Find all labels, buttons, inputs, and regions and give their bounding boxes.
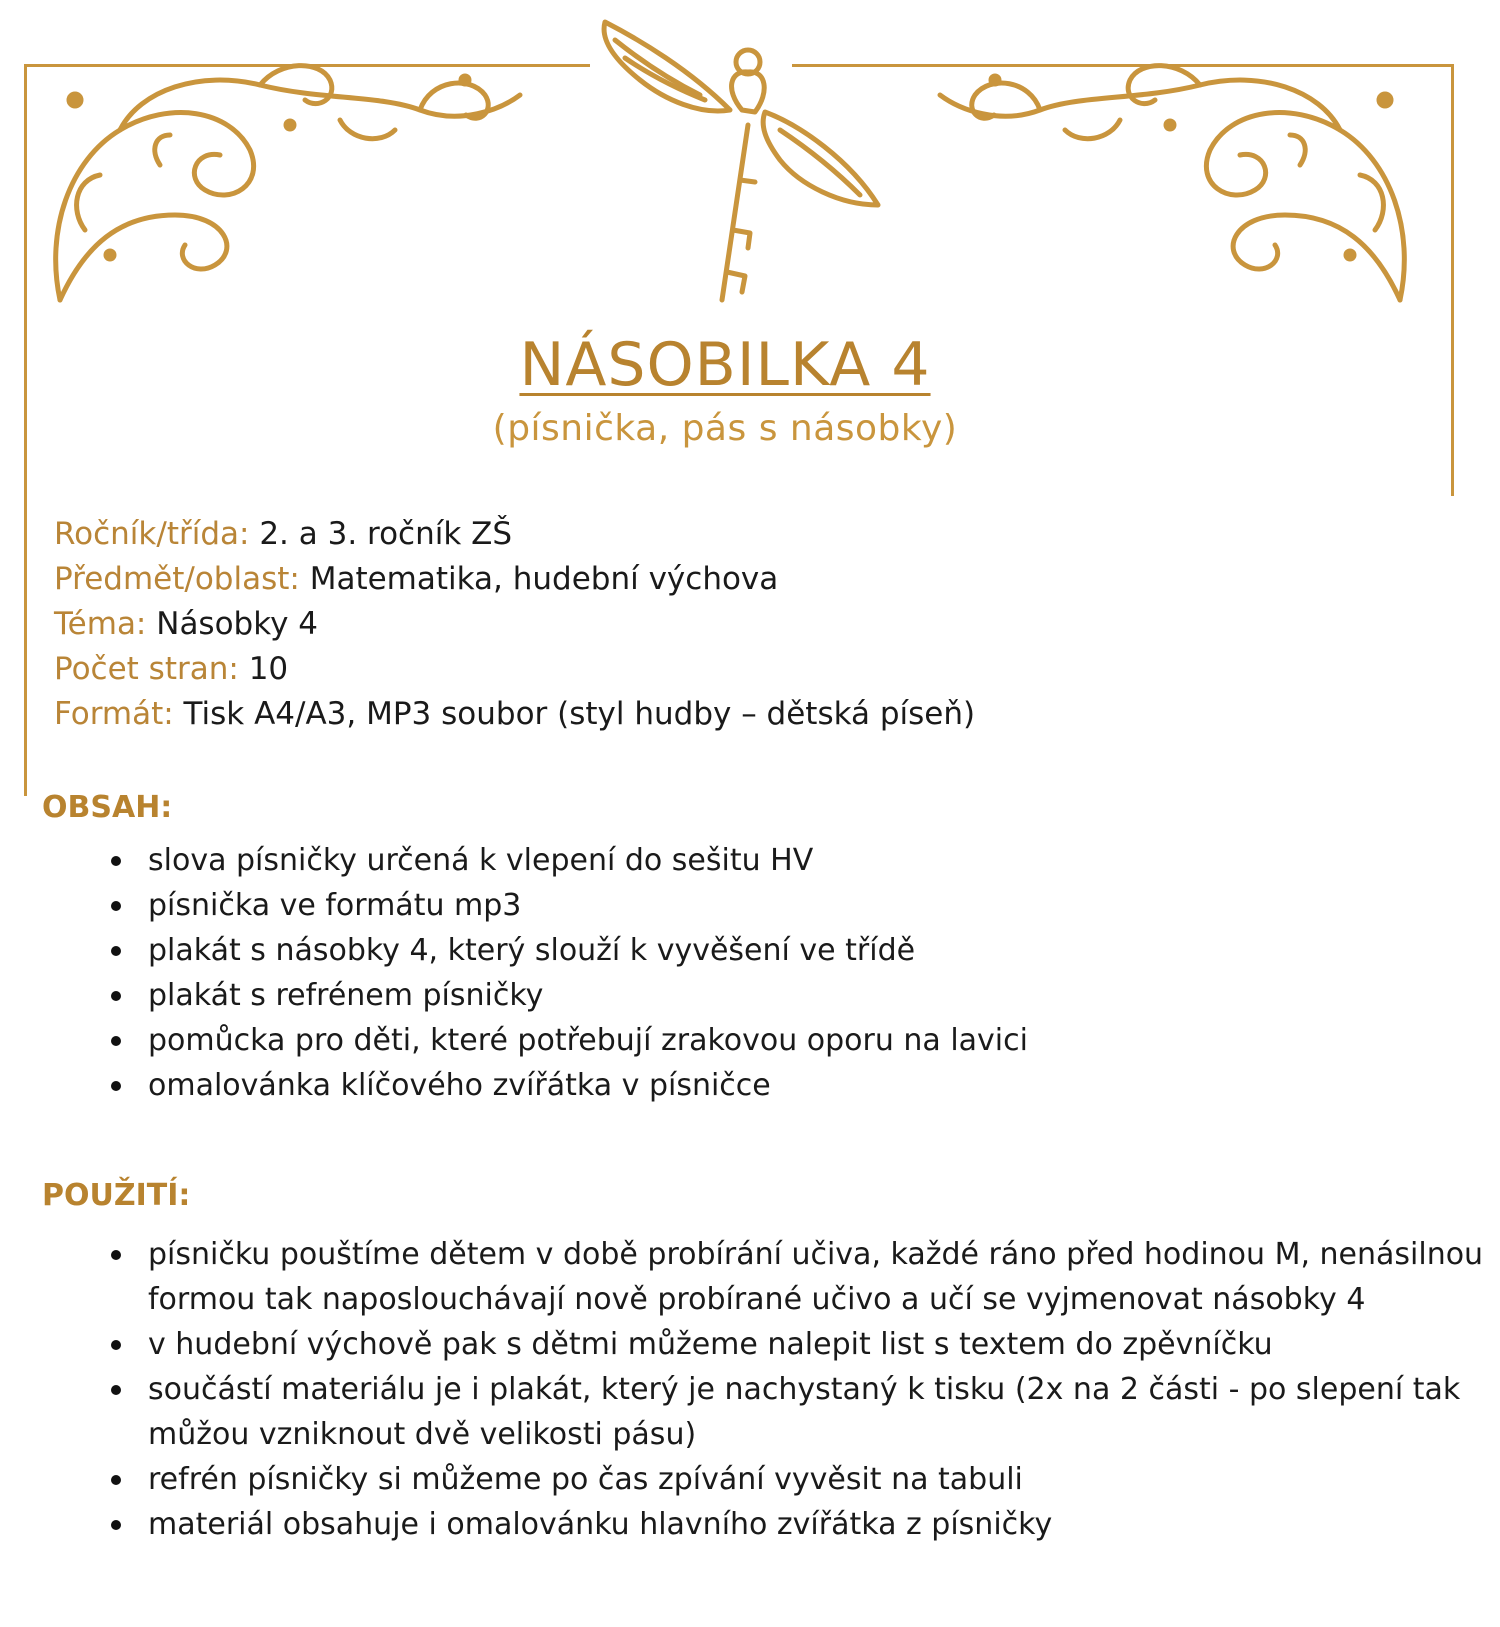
usage-list [104, 1232, 1484, 1547]
info-row-subject [54, 557, 975, 602]
info-row-grade [54, 512, 975, 557]
usage-list-item: materiál obsahuje i omalovánku hlavního zvířátka z písničky [104, 1502, 1484, 1547]
info-row-format [54, 692, 975, 737]
content-list-item: plakát s refrénem písničky [104, 973, 1484, 1018]
info-grade-label: Ročník/třída: [54, 516, 250, 552]
content-list-item: omalovánka klíčového zvířátka v písničce [104, 1063, 1484, 1108]
info-block [54, 512, 975, 737]
info-row-pages [54, 647, 975, 692]
header-ornament [0, 0, 1500, 330]
usage-list-item: součástí materiálu je i plakát, který je nachystaný k tisku (2x na 2 části - po slepení tak můžou vzniknout dvě velikosti pásu) [104, 1367, 1484, 1457]
info-format-value: Tisk A4/A3, MP3 soubor (styl hudby – dětská píseň) [183, 696, 976, 732]
info-subject-value: Matematika, hudební výchova [309, 561, 779, 597]
info-topic-label: Téma: [54, 606, 147, 642]
usage-list-item: refrén písničky si můžeme po čas zpívání vyvěsit na tabuli [104, 1457, 1484, 1502]
usage-list-item: v hudební výchově pak s dětmi můžeme nalepit list s textem do zpěvníčku [104, 1322, 1484, 1367]
info-format-label: Formát: [54, 696, 174, 732]
page-subtitle: (písnička, pás s násobky) [492, 408, 958, 449]
flourish-left-icon [56, 66, 520, 300]
usage-list-item: písničku pouštíme dětem v době probírání učiva, každé ráno před hodinou M, nenásilnou formou tak naposlouchávají nově probírané učivo a učí se vyjmenovat násobky 4 [104, 1232, 1484, 1322]
content-list-item: písnička ve formátu mp3 [104, 883, 1484, 928]
info-grade-value: 2. a 3. ročník ZŠ [259, 516, 513, 552]
info-topic-value: Násobky 4 [156, 606, 319, 642]
info-pages-value: 10 [248, 651, 289, 687]
info-row-topic [54, 602, 975, 647]
content-list-item: plakát s násobky 4, který slouží k vyvěšení ve třídě [104, 928, 1484, 973]
content-list [104, 838, 1484, 1108]
winged-key-icon [604, 22, 878, 300]
content-list-item: pomůcka pro děti, které potřebují zrakovou oporu na lavici [104, 1018, 1484, 1063]
info-subject-label: Předmět/oblast: [54, 561, 300, 597]
flourish-right-icon [940, 66, 1404, 300]
content-list-item: slova písničky určená k vlepení do sešitu HV [104, 838, 1484, 883]
info-pages-label: Počet stran: [54, 651, 239, 687]
page-title: NÁSOBILKA 4 [519, 330, 931, 400]
usage-heading: POUŽITÍ: [42, 1178, 191, 1213]
title-block [0, 330, 1450, 449]
content-heading: OBSAH: [42, 790, 173, 825]
